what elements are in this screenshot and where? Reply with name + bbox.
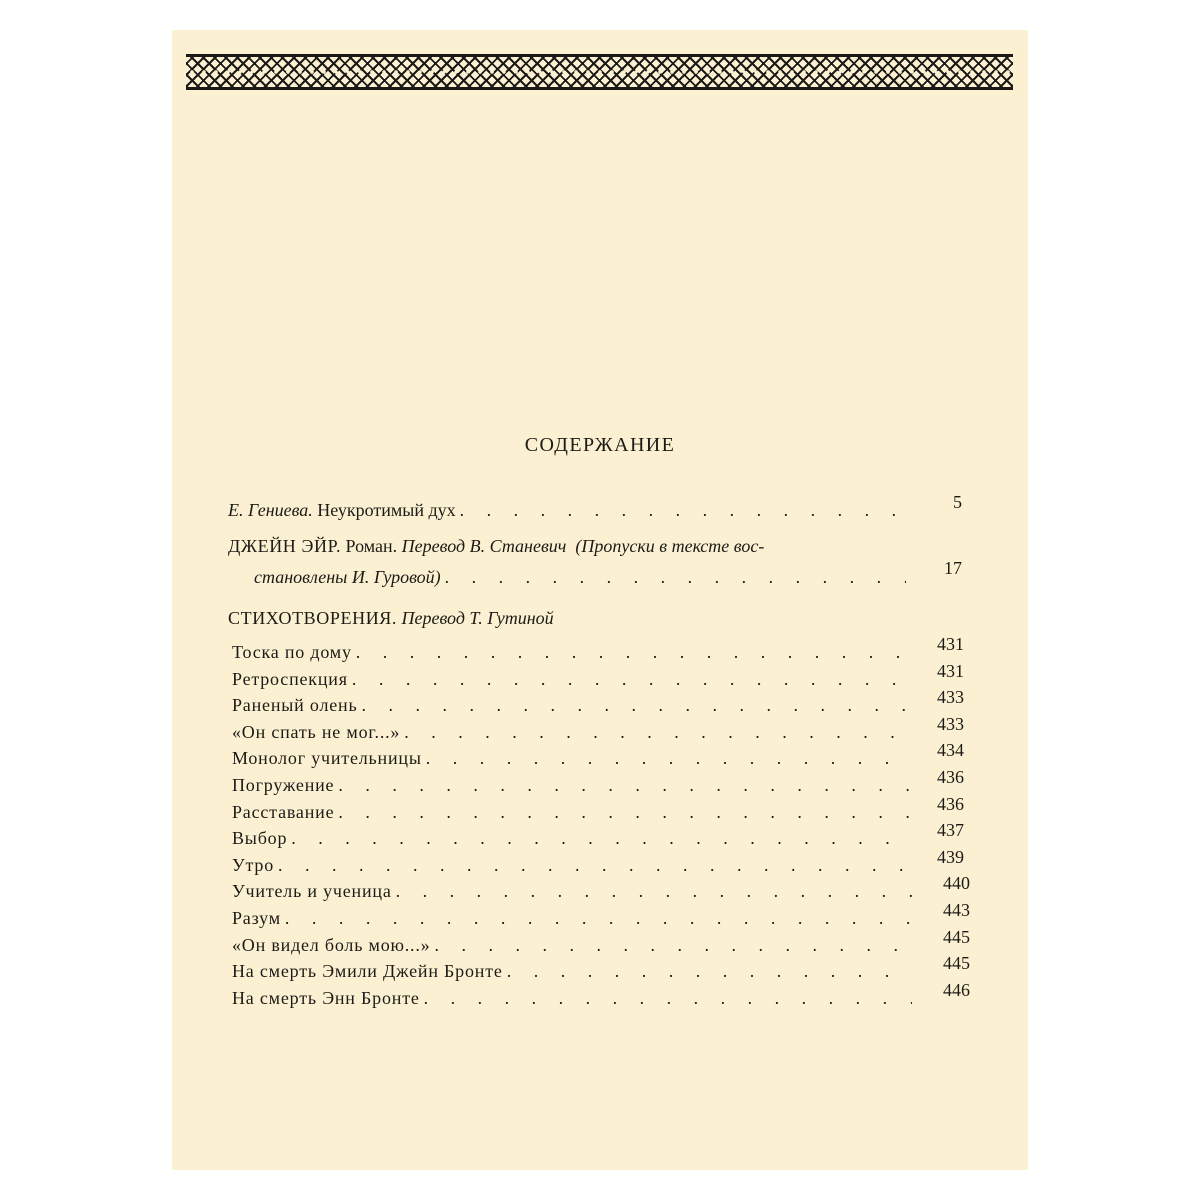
poem-page-number: 445 <box>943 953 970 974</box>
poem-title: «Он видел боль мою...» <box>232 934 431 955</box>
toc-entry-poem <box>232 828 916 849</box>
dot-leader <box>278 855 912 876</box>
poem-title: Разум <box>232 908 281 928</box>
contents-heading: СОДЕРЖАНИЕ <box>524 434 676 456</box>
poem-page-number: 434 <box>937 740 964 761</box>
poem-page-number: 437 <box>937 820 964 841</box>
toc-entry-novel <box>228 536 918 557</box>
dot-leader <box>396 881 912 902</box>
poem-title: Тоска по дому <box>232 642 352 662</box>
toc-entry-poem <box>232 881 916 902</box>
toc-entry-poem <box>232 695 916 716</box>
poem-title: «Он спать не мог...» <box>232 721 401 742</box>
toc-entry-poem <box>232 669 916 690</box>
dot-leader <box>434 935 912 956</box>
poem-page-number: 443 <box>943 900 970 920</box>
poem-title: Расставание <box>232 801 335 822</box>
poem-page-number: 431 <box>937 634 964 654</box>
toc-entry-poem <box>232 988 916 1009</box>
toc-entry-poem <box>232 642 916 663</box>
poem-page-number: 433 <box>937 713 964 734</box>
poem-page-number: 446 <box>943 979 970 1000</box>
toc-entry-poem <box>232 908 916 929</box>
poem-title: Утро <box>232 854 275 875</box>
intro-page-number: 5 <box>953 492 962 512</box>
toc-entry-poem <box>232 855 916 876</box>
poem-title: Выбор <box>232 828 288 849</box>
dot-leader <box>291 828 912 849</box>
toc-entry-poem <box>232 748 916 769</box>
toc-entry-poem <box>232 961 916 982</box>
poems-section-title <box>228 608 554 629</box>
poem-page-number: 439 <box>937 846 964 867</box>
dot-leader <box>338 775 912 796</box>
dot-leader <box>507 961 912 982</box>
intro-author: Е. Гениева. <box>228 500 313 520</box>
toc-entry-poem <box>232 935 916 956</box>
dot-leader <box>361 695 912 716</box>
toc-entry-poem <box>232 802 916 823</box>
poem-page-number: 436 <box>937 793 964 814</box>
poem-title: На смерть Эмили Джейн Бронте <box>232 961 503 982</box>
dot-leader <box>356 642 912 663</box>
poem-title: Ретроспекция <box>232 668 348 689</box>
toc-entry-intro <box>228 500 910 521</box>
poem-title: Раненый олень <box>232 695 358 716</box>
dot-leader <box>424 988 912 1009</box>
dot-leader <box>285 908 912 929</box>
novel-translator: Перевод В. Станевич <box>401 536 567 556</box>
dot-leader <box>404 722 912 743</box>
poems-translator: Перевод Т. Гутиной <box>401 608 554 628</box>
dot-leader <box>445 567 906 588</box>
poem-page-number: 440 <box>943 873 970 894</box>
toc-entry-novel-cont <box>254 567 910 588</box>
poem-title: Монолог учительницы <box>232 748 422 769</box>
ornamental-border <box>186 54 1013 90</box>
book-page <box>172 30 1028 1170</box>
toc-entry-poem <box>232 775 916 796</box>
dot-leader <box>460 500 906 521</box>
poem-page-number: 436 <box>937 767 964 787</box>
poem-title: На смерть Энн Бронте <box>232 987 420 1008</box>
novel-note-line2: становлены И. Гуровой) <box>254 567 441 587</box>
novel-genre: Роман. <box>345 536 398 556</box>
novel-title: ДЖЕЙН ЭЙР. <box>228 536 342 556</box>
dot-leader <box>426 748 912 769</box>
dot-leader <box>338 802 912 823</box>
poems-title: СТИХОТВОРЕНИЯ. <box>228 608 397 628</box>
dot-leader <box>352 669 912 690</box>
toc-entry-poem <box>232 722 916 743</box>
novel-note-line1: (Пропуски в тексте вос- <box>575 536 765 556</box>
poem-page-number: 433 <box>937 687 964 708</box>
poem-title: Погружение <box>232 775 335 795</box>
novel-page-number: 17 <box>944 558 962 578</box>
poem-page-number: 431 <box>937 660 964 681</box>
poem-title: Учитель и ученица <box>232 881 392 902</box>
intro-title: Неукротимый дух <box>317 500 456 520</box>
poem-page-number: 445 <box>943 926 970 947</box>
